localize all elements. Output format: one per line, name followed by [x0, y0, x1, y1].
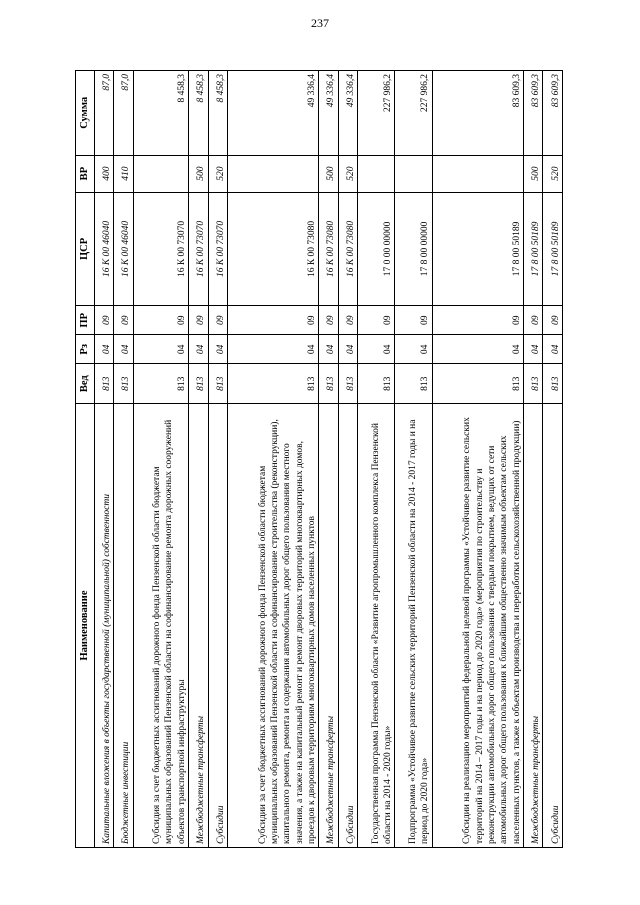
cell-csr: 16 К 00 73070: [189, 192, 208, 306]
cell-name: Субсидии: [543, 404, 563, 848]
header-ved: Вед: [76, 364, 95, 404]
cell-name: Субсидии: [338, 404, 357, 848]
cell-vr: [227, 155, 318, 192]
table-row: [524, 71, 543, 848]
header-csr: ЦСР: [76, 192, 95, 306]
cell-ved: 813: [395, 364, 432, 404]
cell-sum: 83 609,3: [524, 71, 543, 156]
cell-csr: 16 К 00 46040: [114, 192, 133, 306]
cell-csr: 16 К 00 73080: [227, 192, 318, 306]
cell-pr: 09: [227, 306, 318, 335]
cell-sum: 49 336,4: [227, 71, 318, 156]
cell-name: Межбюджетные трансферты: [524, 404, 543, 848]
cell-rz: 04: [543, 335, 563, 364]
cell-ved: 813: [95, 364, 114, 404]
cell-vr: 520: [338, 155, 357, 192]
rotated-table-container: [75, 70, 563, 848]
cell-sum: 8 458,3: [208, 71, 227, 156]
header-sum: Сумма: [76, 71, 95, 156]
cell-name: Бюджетные инвестиции: [114, 404, 133, 848]
cell-rz: 04: [114, 335, 133, 364]
table-row: [133, 71, 188, 848]
cell-ved: 813: [432, 364, 523, 404]
header-vr: ВР: [76, 155, 95, 192]
cell-sum: 8 458,3: [189, 71, 208, 156]
cell-vr: 500: [189, 155, 208, 192]
cell-csr: 16 К 00 46040: [95, 192, 114, 306]
cell-csr: 16 К 00 73080: [338, 192, 357, 306]
cell-csr: 16 К 00 73070: [133, 192, 188, 306]
cell-csr: 17 8 00 50189: [543, 192, 563, 306]
cell-vr: [395, 155, 432, 192]
cell-vr: 500: [524, 155, 543, 192]
cell-vr: [432, 155, 523, 192]
cell-pr: 09: [95, 306, 114, 335]
cell-sum: 83 609,3: [543, 71, 563, 156]
cell-ved: 813: [358, 364, 395, 404]
table-row: [432, 71, 523, 848]
cell-csr: 16 К 00 73080: [319, 192, 338, 306]
table-body: [95, 71, 563, 848]
cell-pr: 09: [524, 306, 543, 335]
cell-name: Субсидии за счет бюджетных ассигнований дорожного фонда Пензенской области бюджетам муниципальных образований Пензенской области на софинансирование строительства (реконструкции), капитального ремонта, ремонта и содержания автомобильных дорог общего пользования местного значения, а также на капитальный ремонт и ремонт дворовых территорий многоквартирных домов, проездов к дворовым территориям многоквартирных домов населенных пунктов: [227, 404, 318, 848]
cell-csr: 16 К 00 73070: [208, 192, 227, 306]
cell-ved: 813: [208, 364, 227, 404]
cell-vr: 520: [208, 155, 227, 192]
cell-name: Подпрограмма «Устойчивое развитие сельских территорий Пензенской области на 2014 - 2017 годы и на период до 2020 года»: [395, 404, 432, 848]
table-row: [319, 71, 338, 848]
cell-ved: 813: [133, 364, 188, 404]
cell-rz: 04: [189, 335, 208, 364]
cell-sum: 8 458,3: [133, 71, 188, 156]
header-pr: ПР: [76, 306, 95, 335]
cell-rz: 04: [395, 335, 432, 364]
cell-pr: 09: [208, 306, 227, 335]
cell-csr: 17 0 00 00000: [358, 192, 395, 306]
cell-sum: 87,0: [114, 71, 133, 156]
cell-sum: 49 336,4: [319, 71, 338, 156]
cell-ved: 813: [338, 364, 357, 404]
cell-name: Капитальные вложения в объекты государственной (муниципальной) собственности: [95, 404, 114, 848]
cell-name: Субсидии: [208, 404, 227, 848]
cell-pr: 09: [543, 306, 563, 335]
cell-pr: 09: [114, 306, 133, 335]
cell-vr: 400: [95, 155, 114, 192]
cell-vr: 410: [114, 155, 133, 192]
table-row: [189, 71, 208, 848]
cell-pr: 09: [319, 306, 338, 335]
cell-vr: [133, 155, 188, 192]
rotated-page-content: [75, 70, 563, 848]
cell-sum: 227 986,2: [395, 71, 432, 156]
cell-name: Субсидия за счет бюджетных ассигнований дорожного фонда Пензенской области бюджетам муниципальных образований Пензенской области на софинансирование ремонта дорожных сооружений объектов транспортной инфраструктуры: [133, 404, 188, 848]
cell-rz: 04: [95, 335, 114, 364]
table-row: [395, 71, 432, 848]
cell-csr: 17 8 00 50189: [524, 192, 543, 306]
cell-vr: 500: [319, 155, 338, 192]
cell-pr: 09: [338, 306, 357, 335]
cell-rz: 04: [358, 335, 395, 364]
cell-csr: 17 8 00 00000: [395, 192, 432, 306]
cell-ved: 813: [114, 364, 133, 404]
cell-name: Государственная программа Пензенской области «Развитие агропромышленного комплекса Пензенской области на 2014 - 2020 годы»: [358, 404, 395, 848]
cell-sum: 227 986,2: [358, 71, 395, 156]
table-row: [227, 71, 318, 848]
cell-vr: [358, 155, 395, 192]
cell-rz: 04: [319, 335, 338, 364]
cell-vr: 520: [543, 155, 563, 192]
table-row: [114, 71, 133, 848]
cell-csr: 17 8 00 50189: [432, 192, 523, 306]
cell-rz: 04: [133, 335, 188, 364]
budget-table: [75, 70, 563, 848]
cell-rz: 04: [227, 335, 318, 364]
table-row: [543, 71, 563, 848]
cell-sum: 87,0: [95, 71, 114, 156]
cell-ved: 813: [189, 364, 208, 404]
table-row: [95, 71, 114, 848]
cell-rz: 04: [432, 335, 523, 364]
table-row: [338, 71, 357, 848]
cell-name: Субсидии на реализацию мероприятий федеральной целевой программы «Устойчивое развитие сельских территорий на 2014 – 2017 годы и на период до 2020 года» (мероприятия по строительству и реконструкции автомобильных дорог общего пользования с твердым покрытием, ведущих от сети автомобильных дорог общего пользования к ближайшим общественно значимым объектам сельских населенных пунктов, а также к объектам производства и переработки сельскохозяйственной продукции): [432, 404, 523, 848]
cell-sum: 83 609,3: [432, 71, 523, 156]
cell-rz: 04: [524, 335, 543, 364]
cell-ved: 813: [524, 364, 543, 404]
header-name: Наименование: [76, 404, 95, 848]
table-row: [358, 71, 395, 848]
table-row: [208, 71, 227, 848]
page-number: 237: [311, 16, 329, 30]
cell-name: Межбюджетные трансферты: [319, 404, 338, 848]
cell-pr: 09: [358, 306, 395, 335]
cell-ved: 813: [543, 364, 563, 404]
cell-rz: 04: [338, 335, 357, 364]
cell-pr: 09: [395, 306, 432, 335]
table-header-row: [76, 71, 95, 848]
cell-sum: 49 336,4: [338, 71, 357, 156]
cell-pr: 09: [133, 306, 188, 335]
cell-name: Межбюджетные трансферты: [189, 404, 208, 848]
cell-rz: 04: [208, 335, 227, 364]
header-rz: Рз: [76, 335, 95, 364]
cell-ved: 813: [227, 364, 318, 404]
cell-ved: 813: [319, 364, 338, 404]
cell-pr: 09: [432, 306, 523, 335]
cell-pr: 09: [189, 306, 208, 335]
